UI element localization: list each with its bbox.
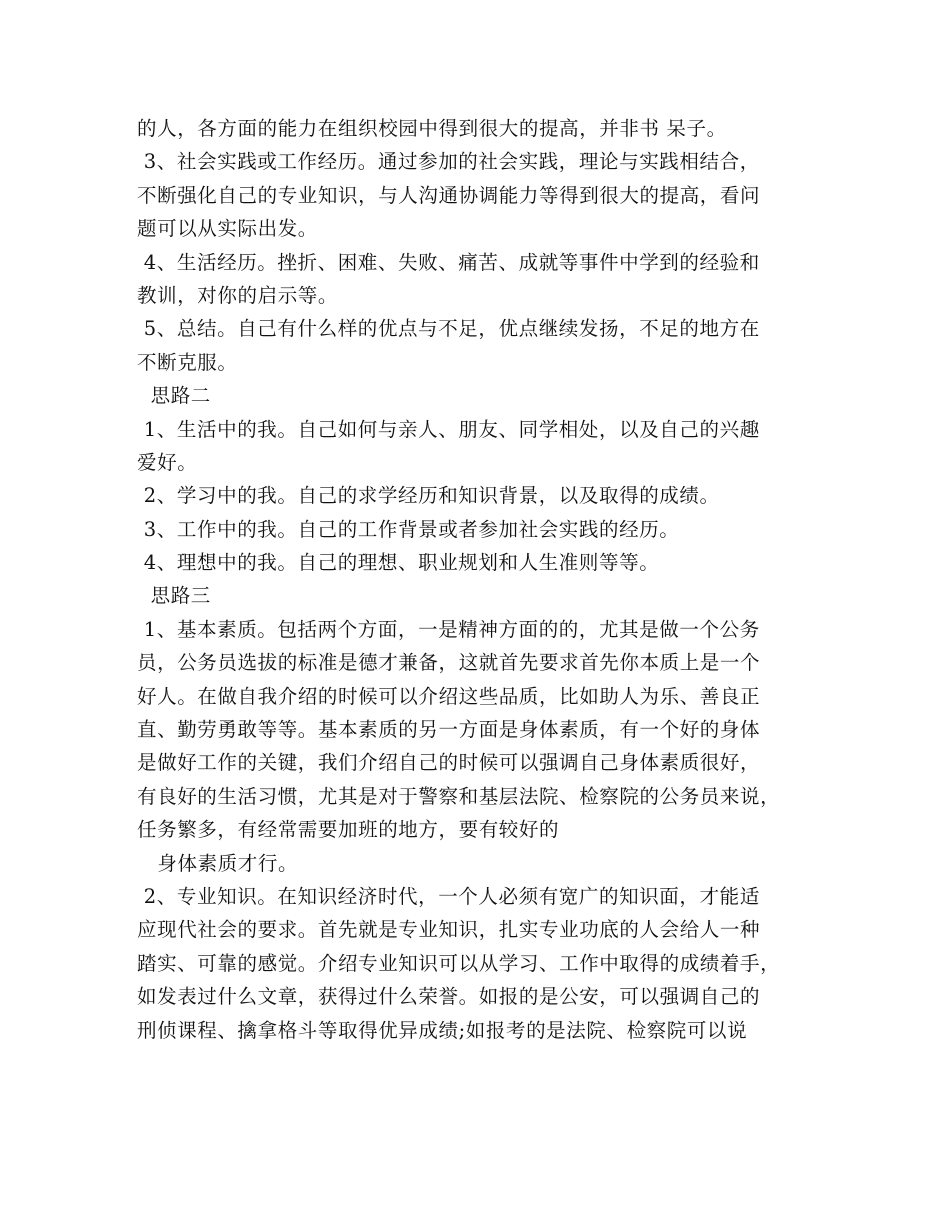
section-heading: 思路二 [137,384,211,408]
text-line: 刑侦课程、擒拿格斗等取得优异成绩;如报考的是法院、检察院可以说 [137,1018,748,1042]
text-line: 不断强化自己的专业知识，与人沟通协调能力等得到很大的提高，看问 [137,183,761,207]
text-line: 4、生活经历。挫折、困难、失败、痛苦、成就等事件中学到的经验和 [137,250,760,274]
text-line: 1、生活中的我。自己如何与亲人、朋友、同学相处，以及自己的兴趣 [137,417,760,441]
text-line: 任务繁多，有经常需要加班的地方，要有较好的 [137,818,560,842]
text-line: 如发表过什么文章，获得过什么荣誉。如报的是公安，可以强调自己的 [137,985,761,1009]
text-line: 5、总结。自己有什么样的优点与不足，优点继续发扬，不足的地方在 [137,317,760,341]
text-line: 员，公务员选拔的标准是德才兼备，这就首先要求首先你本质上是一个 [137,651,761,675]
text-line: 好人。在做自我介绍的时候可以介绍这些品质，比如助人为乐、善良正 [137,684,761,708]
text-line: 4、理想中的我。自己的理想、职业规划和人生准则等等。 [137,551,660,575]
text-line: 3、工作中的我。自己的工作背景或者参加社会实践的经历。 [137,517,680,541]
text-line: 不断克服。 [137,350,238,374]
section-heading: 思路三 [137,584,211,608]
text-line: 2、学习中的我。自己的求学经历和知识背景，以及取得的成绩。 [137,484,720,508]
text-line: 直、勤劳勇敢等等。基本素质的另一方面是身体素质，有一个好的身体 [137,718,761,742]
text-line: 1、基本素质。包括两个方面，一是精神方面的的，尤其是做一个公务 [137,617,760,641]
text-line: 2、专业知识。在知识经济时代，一个人必须有宽广的知识面，才能适 [137,884,760,908]
text-line: 的人，各方面的能力在组织校园中得到很大的提高，并非书 呆子。 [137,117,727,140]
text-line: 3、社会实践或工作经历。通过参加的社会实践，理论与实践相结合， [137,150,760,174]
document-body [137,112,827,1047]
text-line: 是做好工作的关键，我们介绍自己的时候可以强调自己身体素质很好， [137,751,761,775]
text-line: 题可以从实际出发。 [137,217,318,241]
text-line: 有良好的生活习惯，尤其是对于警察和基层法院、检察院的公务员来说， [137,784,781,808]
text-line: 踏实、可靠的感觉。介绍专业知识可以从学习、工作中取得的成绩着手， [137,951,781,975]
text-line: 应现代社会的要求。首先就是专业知识，扎实专业功底的人会给人一种 [137,918,761,942]
text-line: 教训，对你的启示等。 [137,283,339,307]
text-line: 身体素质才行。 [137,851,299,875]
text-line: 爱好。 [137,450,198,474]
